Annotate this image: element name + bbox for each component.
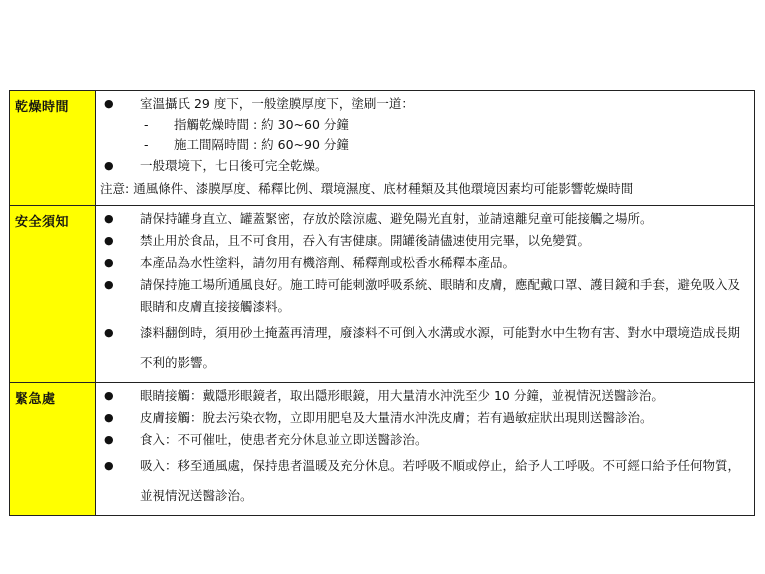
sub-item bbox=[100, 135, 750, 155]
table-row bbox=[10, 206, 755, 383]
bullet-icon: ● bbox=[104, 411, 114, 424]
note-label: 注意: bbox=[100, 181, 130, 196]
row-label-emergency: 緊急處 bbox=[10, 383, 96, 516]
dash-marker: - bbox=[144, 117, 149, 132]
item-text: 請保持施工場所通風良好。施工時可能刺激呼吸系統、眼睛和皮膚，應配戴口罩、護目鏡和手套，避免吸入及眼睛和皮膚直接接觸漆料。 bbox=[140, 277, 741, 314]
list-item bbox=[100, 252, 750, 274]
list-item bbox=[100, 274, 750, 318]
bullet-icon: ● bbox=[104, 212, 114, 225]
list-item bbox=[100, 385, 750, 407]
row-label-drying-time: 乾燥時間 bbox=[10, 91, 96, 206]
list-item bbox=[100, 155, 750, 177]
note bbox=[100, 177, 750, 201]
bullet-icon: ● bbox=[104, 433, 114, 446]
row-content-emergency bbox=[96, 383, 755, 516]
bullet-icon: ● bbox=[104, 389, 114, 402]
table-row bbox=[10, 383, 755, 516]
item-text: 室溫攝氏 29 度下，一般塗膜厚度下，塗刷一道： bbox=[140, 96, 414, 111]
info-sheet bbox=[9, 90, 755, 516]
item-text: 一般環境下，七日後可完全乾燥。 bbox=[140, 158, 328, 173]
bullet-icon: ● bbox=[104, 278, 114, 291]
item-text: 食入：不可催吐，使患者充分休息並立即送醫診治。 bbox=[140, 432, 428, 447]
list-item bbox=[100, 93, 750, 115]
note-text: 通風條件、漆膜厚度、稀釋比例、環境濕度、底材種類及其他環境因素均可能影響乾燥時間 bbox=[133, 181, 634, 196]
item-text: 本產品為水性塗料，請勿用有機溶劑、稀釋劑或松香水稀釋本產品。 bbox=[140, 255, 516, 270]
item-text: 漆料翻倒時，須用砂土掩蓋再清理，廢漆料不可倒入水溝或水源，可能對水中生物有害、對水中環境造成長期不利的影響。 bbox=[140, 325, 741, 370]
list-item bbox=[100, 230, 750, 252]
bullet-icon: ● bbox=[104, 234, 114, 247]
dash-marker: - bbox=[144, 137, 149, 152]
table-row bbox=[10, 91, 755, 206]
list-item bbox=[100, 208, 750, 230]
info-table bbox=[9, 90, 755, 516]
list-item bbox=[100, 429, 750, 451]
item-text: 眼睛接觸：戴隱形眼鏡者，取出隱形眼鏡，用大量清水沖洗至少 10 分鐘，並視情況送醫診治。 bbox=[140, 388, 664, 403]
item-text: 皮膚接觸：脫去污染衣物，立即用肥皂及大量清水沖洗皮膚；若有過敏症狀出現則送醫診治。 bbox=[140, 410, 653, 425]
row-label-safety: 安全須知 bbox=[10, 206, 96, 383]
sub-item-text: 施工間隔時間 : 約 60~90 分鐘 bbox=[174, 137, 349, 152]
row-content-safety bbox=[96, 206, 755, 383]
row-content-drying-time bbox=[96, 91, 755, 206]
sub-item-text: 指觸乾燥時間 : 約 30~60 分鐘 bbox=[174, 117, 349, 132]
item-text: 吸入：移至通風處，保持患者溫暖及充分休息。若呼吸不順或停止，給予人工呼吸。不可經口給予任何物質，並視情況送醫診治。 bbox=[140, 458, 741, 503]
item-text: 請保持罐身直立、罐蓋緊密，存放於陰涼處、避免陽光直射，並請遠離兒童可能接觸之場所。 bbox=[140, 211, 653, 226]
list-item bbox=[100, 407, 750, 429]
item-text: 禁止用於食品，且不可食用，吞入有害健康。開罐後請儘速使用完畢，以免變質。 bbox=[140, 233, 591, 248]
bullet-icon: ● bbox=[104, 326, 114, 339]
bullet-icon: ● bbox=[104, 159, 114, 172]
bullet-icon: ● bbox=[104, 459, 114, 472]
list-item bbox=[100, 451, 750, 511]
sub-item bbox=[100, 115, 750, 135]
list-item bbox=[100, 318, 750, 378]
bullet-icon: ● bbox=[104, 256, 114, 269]
bullet-icon: ● bbox=[104, 97, 114, 110]
